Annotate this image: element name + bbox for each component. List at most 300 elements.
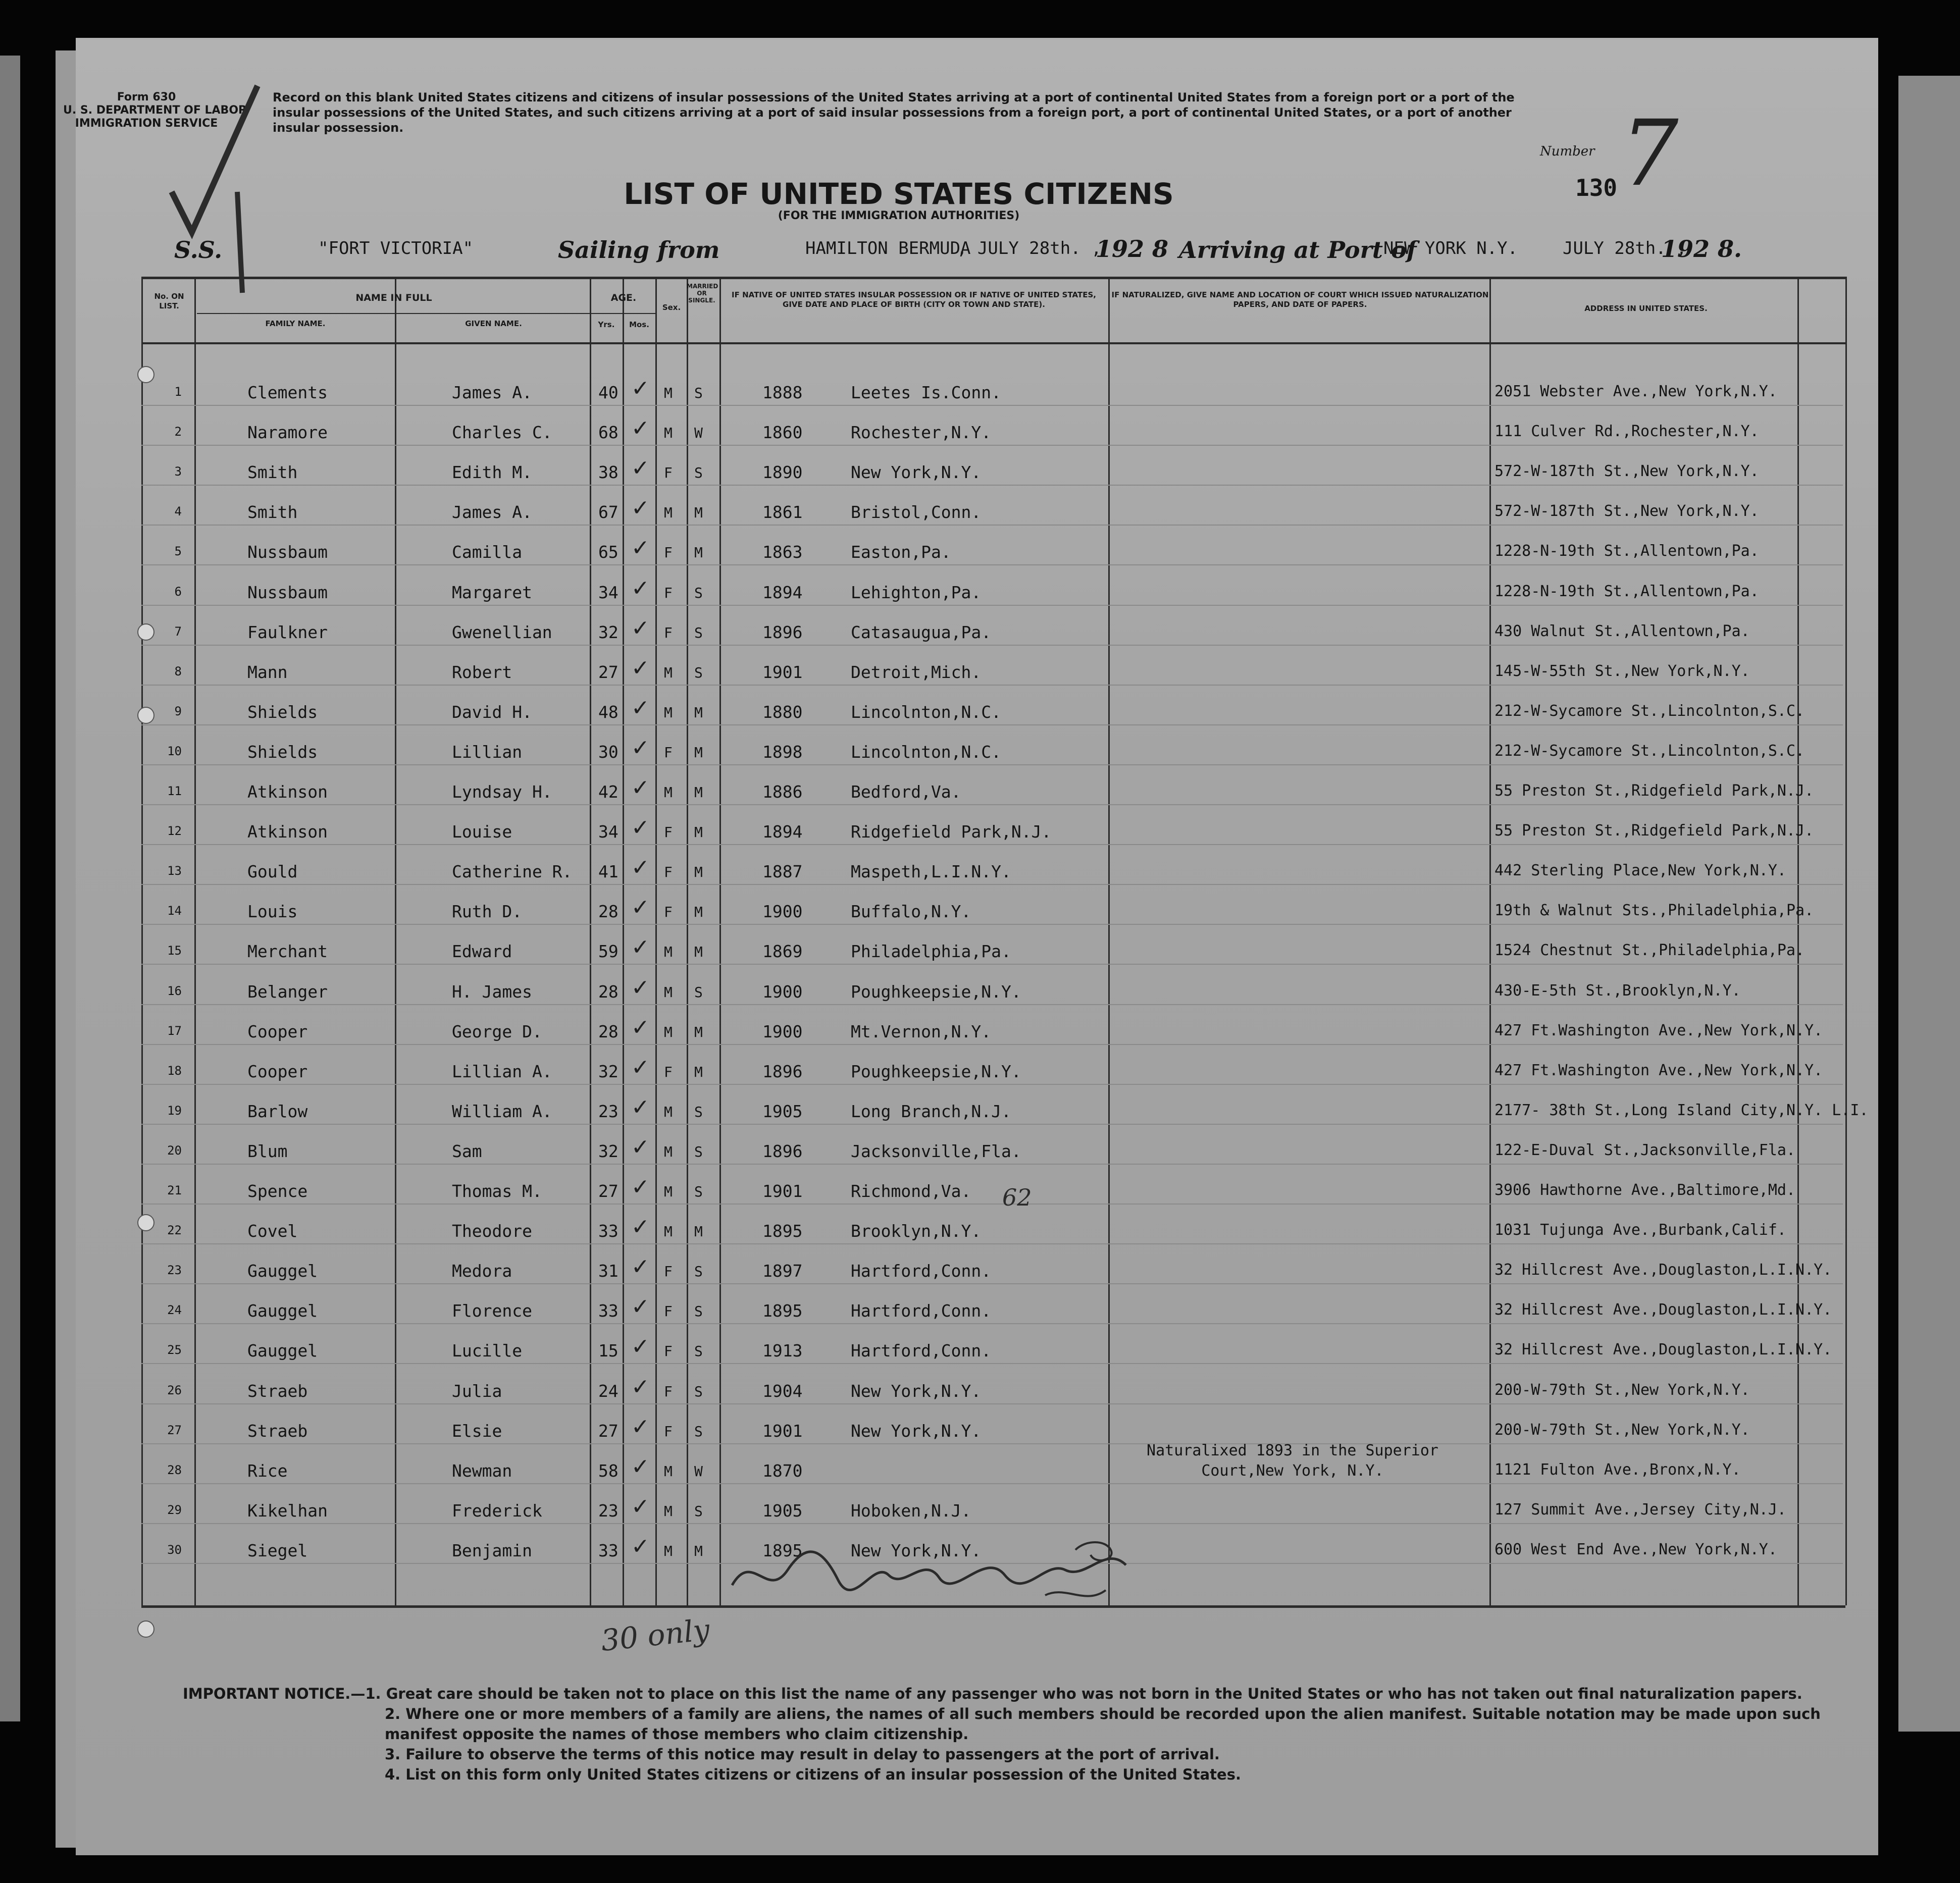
sex: F	[664, 744, 673, 761]
sex: F	[664, 824, 673, 841]
birth-year: 1886	[762, 782, 803, 802]
given-name: Ruth D.	[452, 902, 523, 922]
given-name: Camilla	[452, 542, 523, 562]
row-divider	[141, 764, 1843, 765]
birth-year: 1887	[762, 862, 803, 882]
birth-year: 1890	[762, 462, 803, 483]
age-years: 27	[598, 1181, 618, 1201]
header-bottom-border	[141, 342, 1845, 344]
birth-place: Lincolnton,N.C.	[851, 702, 1002, 722]
sex: M	[664, 784, 673, 801]
sex: F	[664, 584, 673, 601]
address: 122-E-Duval St.,Jacksonville,Fla.	[1494, 1141, 1796, 1159]
given-name: Medora	[452, 1261, 512, 1281]
marital-status: S	[694, 584, 703, 601]
family-name: Nussbaum	[247, 542, 328, 562]
row-number: 24	[167, 1303, 182, 1318]
row-number: 20	[167, 1143, 182, 1158]
given-name: George D.	[452, 1021, 542, 1041]
birth-year: 1896	[762, 1141, 803, 1161]
age-years: 23	[598, 1500, 618, 1521]
family-name: Covel	[247, 1221, 298, 1241]
given-name: Lyndsay H.	[452, 782, 552, 802]
family-name: Straeb	[247, 1381, 308, 1401]
birth-year: 1905	[762, 1101, 803, 1121]
age-years: 27	[598, 1421, 618, 1441]
tick-mark: ✓	[631, 1014, 650, 1040]
birth-place: Philadelphia,Pa.	[851, 942, 1011, 962]
tick-mark: ✓	[631, 855, 650, 881]
arrival-year: 192 8.	[1661, 235, 1742, 263]
row-divider	[141, 884, 1843, 885]
birth-place: Poughkeepsie,N.Y.	[851, 981, 1021, 1002]
address: 1228-N-19th St.,Allentown,Pa.	[1494, 542, 1759, 560]
tick-mark: ✓	[631, 1414, 650, 1440]
row-number: 28	[167, 1462, 182, 1477]
row-divider	[141, 1164, 1843, 1165]
marital-status: S	[694, 464, 703, 482]
tick-mark: ✓	[631, 974, 650, 1001]
age-years: 38	[598, 462, 618, 483]
row-number: 9	[174, 704, 182, 718]
birth-year: 1870	[762, 1460, 803, 1481]
column-rule	[655, 277, 657, 1605]
tick-mark: ✓	[631, 1493, 650, 1520]
header-address: ADDRESS IN UNITED STATES.	[1584, 304, 1708, 313]
marital-status: S	[694, 1343, 703, 1360]
number-label: Number	[1540, 144, 1595, 159]
given-name: Margaret	[452, 582, 532, 602]
row-divider	[141, 645, 1843, 646]
birth-year: 1896	[762, 622, 803, 642]
row-divider	[141, 405, 1843, 406]
marital-status: S	[694, 1502, 703, 1520]
given-name: James A.	[452, 383, 532, 402]
tick-mark: ✓	[631, 495, 650, 521]
family-name: Naramore	[247, 423, 328, 443]
tick-mark: ✓	[631, 1294, 650, 1320]
marital-status: S	[694, 664, 703, 681]
marital-status: W	[694, 1462, 703, 1480]
age-years: 31	[598, 1261, 618, 1281]
marital-status: S	[694, 1423, 703, 1440]
birth-year: 1896	[762, 1061, 803, 1081]
birth-year: 1888	[762, 383, 803, 402]
sex: M	[664, 504, 673, 521]
sex: M	[664, 1462, 673, 1480]
age-years: 68	[598, 423, 618, 443]
row-divider	[141, 1204, 1843, 1205]
list-number: 7	[1621, 101, 1679, 206]
row-divider	[141, 1483, 1843, 1484]
header-given-name: GIVEN NAME.	[465, 319, 522, 328]
binder-hole	[137, 1620, 154, 1638]
birth-place: Hoboken,N.J.	[851, 1500, 971, 1521]
marital-status: M	[694, 904, 703, 921]
address: 1121 Fulton Ave.,Bronx,N.Y.	[1494, 1460, 1741, 1479]
family-name: Gauggel	[247, 1261, 318, 1281]
birth-year: 1880	[762, 702, 803, 722]
birth-year: 1895	[762, 1540, 803, 1560]
given-name: Benjamin	[452, 1540, 532, 1560]
age-years: 59	[598, 942, 618, 962]
row-number: 12	[167, 824, 182, 839]
row-number: 17	[167, 1023, 182, 1038]
family-name: Smith	[247, 462, 298, 483]
sex: F	[664, 464, 673, 482]
tick-mark: ✓	[631, 1533, 650, 1559]
address: 427 Ft.Washington Ave.,New York,N.Y.	[1494, 1021, 1823, 1039]
address: 32 Hillcrest Ave.,Douglaston,L.I.N.Y.	[1494, 1261, 1832, 1279]
birth-year: 1905	[762, 1500, 803, 1521]
page-number: 130	[1575, 174, 1618, 201]
row-number: 29	[167, 1502, 182, 1517]
age-years: 42	[598, 782, 618, 802]
tick-mark: ✓	[631, 376, 650, 401]
birth-year: 1895	[762, 1301, 803, 1321]
marital-status: S	[694, 1143, 703, 1160]
age-years: 33	[598, 1221, 618, 1241]
row-divider	[141, 844, 1843, 845]
adjacent-page-right	[1898, 76, 1960, 1732]
header-years: Yrs.	[598, 320, 615, 329]
birth-year: 1869	[762, 942, 803, 962]
row-number: 19	[167, 1103, 182, 1118]
birth-year: 1900	[762, 1021, 803, 1041]
adjacent-page-left	[0, 56, 20, 1721]
marital-status: S	[694, 1383, 703, 1400]
tick-mark: ✓	[631, 615, 650, 641]
row-divider	[141, 1004, 1843, 1005]
marital-status: M	[694, 504, 703, 521]
notice-item-3: 3. Failure to observe the terms of this notice may result in delay to passengers at the port of arrival.	[385, 1746, 1220, 1763]
birth-year: 1860	[762, 423, 803, 443]
birth-year: 1894	[762, 582, 803, 602]
row-number: 21	[167, 1183, 182, 1197]
tick-mark: ✓	[631, 735, 650, 761]
arrival-date: JULY 28th. ,	[1563, 238, 1687, 258]
departure-port: HAMILTON BERMUDA	[805, 238, 971, 258]
given-name: Edith M.	[452, 462, 532, 483]
row-divider	[141, 1044, 1843, 1045]
sex: F	[664, 1423, 673, 1440]
sex: M	[664, 944, 673, 961]
form-number: Form 630	[117, 91, 176, 103]
service-name: IMMIGRATION SERVICE	[75, 117, 218, 130]
age-years: 40	[598, 383, 618, 402]
marital-status: M	[694, 544, 703, 561]
birth-year: 1897	[762, 1261, 803, 1281]
address: 32 Hillcrest Ave.,Douglaston,L.I.N.Y.	[1494, 1341, 1832, 1359]
sex: F	[664, 1063, 673, 1080]
row-divider	[141, 605, 1843, 606]
row-number: 6	[174, 584, 182, 599]
sex: F	[664, 1263, 673, 1280]
address: 427 Ft.Washington Ave.,New York,N.Y.	[1494, 1061, 1823, 1079]
marital-status: M	[694, 784, 703, 801]
name-subheader-line	[197, 313, 656, 314]
birth-place: Catasaugua,Pa.	[851, 622, 992, 642]
age-years: 23	[598, 1101, 618, 1121]
row-number: 10	[167, 744, 182, 758]
given-name: Elsie	[452, 1421, 502, 1441]
sex: M	[664, 1502, 673, 1520]
age-years: 67	[598, 502, 618, 522]
marital-status: S	[694, 983, 703, 1001]
address: 430 Walnut St.,Allentown,Pa.	[1494, 622, 1750, 640]
sex: F	[664, 904, 673, 921]
family-name: Cooper	[247, 1021, 308, 1041]
birth-place: Richmond,Va.	[851, 1181, 971, 1201]
sex: M	[664, 1143, 673, 1160]
row-divider	[141, 804, 1843, 805]
column-rule	[1797, 277, 1799, 1605]
birth-year: 1901	[762, 1181, 803, 1201]
given-name: Thomas M.	[452, 1181, 542, 1201]
age-years: 15	[598, 1341, 618, 1361]
row-divider	[141, 685, 1843, 686]
notice-item-4: 4. List on this form only United States citizens or citizens of an insular possession of the United States.	[385, 1766, 1241, 1783]
row-divider	[141, 964, 1843, 965]
sex: F	[664, 1383, 673, 1400]
address: 127 Summit Ave.,Jersey City,N.J.	[1494, 1500, 1786, 1519]
sex: M	[664, 1023, 673, 1040]
marital-status: S	[694, 1103, 703, 1120]
given-name: James A.	[452, 502, 532, 522]
address: 145-W-55th St.,New York,N.Y.	[1494, 662, 1750, 680]
marital-status: M	[694, 944, 703, 961]
given-name: Louise	[452, 822, 512, 842]
marital-status: S	[694, 1183, 703, 1200]
age-years: 32	[598, 1061, 618, 1081]
given-name: William A.	[452, 1101, 552, 1121]
family-name: Gould	[247, 862, 298, 882]
header-naturalized: IF NATURALIZED, GIVE NAME AND LOCATION OF COURT WHICH ISSUED NATURALIZATION PAPERS, AND DATE OF PAPERS.	[1111, 290, 1489, 309]
table-top-border	[141, 277, 1845, 279]
birth-year: 1900	[762, 981, 803, 1002]
marital-status: M	[694, 1542, 703, 1559]
age-years: 58	[598, 1460, 618, 1481]
row-number: 15	[167, 944, 182, 958]
tick-mark: ✓	[631, 1214, 650, 1240]
sailing-from-label: Sailing from	[558, 236, 720, 264]
sex: M	[664, 1183, 673, 1200]
sex: M	[664, 1103, 673, 1120]
row-number: 26	[167, 1383, 182, 1397]
birth-place: Leetes Is.Conn.	[851, 383, 1002, 402]
notice-lead: IMPORTANT NOTICE.	[183, 1685, 351, 1702]
row-divider	[141, 1124, 1843, 1125]
family-name: Merchant	[247, 942, 328, 962]
address: 2051 Webster Ave.,New York,N.Y.	[1494, 383, 1777, 400]
tick-mark: ✓	[631, 1054, 650, 1080]
handwritten-stamp-number: 62	[1002, 1184, 1032, 1211]
address: 430-E-5th St.,Brooklyn,N.Y.	[1494, 981, 1741, 1000]
family-name: Blum	[247, 1141, 288, 1161]
sex: M	[664, 983, 673, 1001]
sex: M	[664, 704, 673, 721]
address: 1031 Tujunga Ave.,Burbank,Calif.	[1494, 1221, 1786, 1239]
family-name: Rice	[247, 1460, 288, 1481]
column-rule	[194, 277, 196, 1605]
marital-status: M	[694, 1223, 703, 1240]
birth-year: 1863	[762, 542, 803, 562]
sex: M	[664, 385, 673, 401]
birth-place: Bristol,Conn.	[851, 502, 982, 522]
row-number: 7	[174, 624, 182, 639]
given-name: Charles C.	[452, 423, 552, 443]
birth-year: 1913	[762, 1341, 803, 1361]
marital-status: M	[694, 824, 703, 841]
marital-status: M	[694, 1023, 703, 1040]
address: 600 West End Ave.,New York,N.Y.	[1494, 1540, 1777, 1558]
birth-year: 1894	[762, 822, 803, 842]
marital-status: M	[694, 704, 703, 721]
sex: M	[664, 1542, 673, 1559]
page-subtitle: (FOR THE IMMIGRATION AUTHORITIES)	[778, 210, 1020, 222]
age-years: 41	[598, 862, 618, 882]
given-name: David H.	[452, 702, 532, 722]
header-married: MARRIED OR SINGLE.	[687, 283, 718, 304]
column-rule	[141, 277, 143, 1605]
row-number: 27	[167, 1423, 182, 1437]
family-name: Atkinson	[247, 822, 328, 842]
address: 2177- 38th St.,Long Island City,N.Y. L.I.	[1494, 1101, 1869, 1119]
birth-year: 1898	[762, 742, 803, 762]
row-divider	[141, 1084, 1843, 1085]
row-number: 1	[174, 385, 182, 399]
sex: F	[664, 624, 673, 641]
given-name: Gwenellian	[452, 622, 552, 642]
row-number: 3	[174, 464, 182, 479]
handwritten-closing-note: 30 only	[599, 1612, 711, 1658]
row-number: 5	[174, 544, 182, 559]
address: 200-W-79th St.,New York,N.Y.	[1494, 1381, 1750, 1399]
department-name: U. S. DEPARTMENT OF LABOR	[63, 104, 247, 117]
marital-status: S	[694, 1303, 703, 1320]
address: 212-W-Sycamore St.,Lincolnton,S.C.	[1494, 742, 1805, 760]
header-birth: IF NATIVE OF UNITED STATES INSULAR POSSESSION OR IF NATIVE OF UNITED STATES, GIVE DATE AND PLACE OF BIRTH (CITY OR TOWN AND STATE).	[732, 290, 1096, 309]
birth-year: 1861	[762, 502, 803, 522]
age-years: 33	[598, 1301, 618, 1321]
row-number: 14	[167, 904, 182, 918]
naturalization-note: Naturalixed 1893 in the Superior Court,New York, N.Y.	[1147, 1441, 1438, 1480]
age-years: 28	[598, 1021, 618, 1041]
birth-place: New York,N.Y.	[851, 1381, 982, 1401]
birth-place: Brooklyn,N.Y.	[851, 1221, 982, 1241]
arriving-label: Arriving at Port of	[1179, 236, 1417, 264]
age-years: 34	[598, 822, 618, 842]
given-name: Lillian A.	[452, 1061, 552, 1081]
given-name: Florence	[452, 1301, 532, 1321]
departure-date: , JULY 28th. ,	[957, 238, 1102, 258]
row-divider	[141, 564, 1843, 565]
family-name: Faulkner	[247, 622, 328, 642]
column-rule	[719, 277, 721, 1605]
row-divider	[141, 1443, 1843, 1444]
row-divider	[141, 1523, 1843, 1524]
notice-item-1: —1. Great care should be taken not to place on this list the name of any passenger who was not born in the United States or who has not taken out final naturalization papers.	[350, 1685, 1802, 1702]
family-name: Spence	[247, 1181, 308, 1201]
column-rule	[623, 277, 624, 1605]
row-divider	[141, 445, 1843, 446]
row-number: 16	[167, 983, 182, 998]
header-sex: Sex.	[662, 303, 681, 312]
family-name: Shields	[247, 742, 318, 762]
tick-mark: ✓	[631, 1134, 650, 1160]
binder-hole	[137, 707, 154, 724]
family-name: Belanger	[247, 981, 328, 1002]
column-rule	[395, 277, 396, 1605]
age-years: 30	[598, 742, 618, 762]
given-name: Edward	[452, 942, 512, 962]
header-months: Mos.	[629, 320, 649, 329]
column-rule	[1845, 277, 1847, 1605]
tick-mark: ✓	[631, 895, 650, 921]
tick-mark: ✓	[631, 695, 650, 721]
birth-place: New York,N.Y.	[851, 1421, 982, 1441]
row-divider	[141, 1363, 1843, 1364]
family-name: Straeb	[247, 1421, 308, 1441]
marital-status: S	[694, 385, 703, 401]
address: 55 Preston St.,Ridgefield Park,N.J.	[1494, 782, 1814, 800]
family-name: Mann	[247, 662, 288, 682]
marital-status: S	[694, 624, 703, 641]
sex: F	[664, 1343, 673, 1360]
row-number: 22	[167, 1223, 182, 1238]
given-name: Robert	[452, 662, 512, 682]
family-name: Kikelhan	[247, 1500, 328, 1521]
marital-status: M	[694, 744, 703, 761]
family-name: Gauggel	[247, 1301, 318, 1321]
birth-place: Jacksonville,Fla.	[851, 1141, 1021, 1161]
column-rule	[1489, 277, 1491, 1605]
row-number: 25	[167, 1343, 182, 1357]
address: 1228-N-19th St.,Allentown,Pa.	[1494, 582, 1759, 600]
sex: F	[664, 864, 673, 881]
birth-place: New York,N.Y.	[851, 462, 982, 483]
age-years: 65	[598, 542, 618, 562]
sex: F	[664, 1303, 673, 1320]
birth-place: Poughkeepsie,N.Y.	[851, 1061, 1021, 1081]
row-number: 30	[167, 1542, 182, 1557]
given-name: Lillian	[452, 742, 523, 762]
row-divider	[141, 724, 1843, 725]
given-name: Frederick	[452, 1500, 542, 1521]
tick-mark: ✓	[631, 655, 650, 681]
page-title: LIST OF UNITED STATES CITIZENS	[624, 177, 1174, 211]
address: 111 Culver Rd.,Rochester,N.Y.	[1494, 423, 1759, 441]
row-divider	[141, 525, 1843, 526]
given-name: Julia	[452, 1381, 502, 1401]
row-number: 18	[167, 1063, 182, 1078]
tick-mark: ✓	[631, 775, 650, 801]
sex: M	[664, 1223, 673, 1240]
birth-place: Lehighton,Pa.	[851, 582, 982, 602]
column-rule	[590, 277, 591, 1605]
family-name: Cooper	[247, 1061, 308, 1081]
tick-mark: ✓	[631, 575, 650, 601]
address: 55 Preston St.,Ridgefield Park,N.J.	[1494, 822, 1814, 840]
birth-place: Buffalo,N.Y.	[851, 902, 971, 922]
column-rule	[687, 277, 688, 1605]
family-name: Barlow	[247, 1101, 308, 1121]
header-list-number: No. ON LIST.	[154, 292, 184, 310]
column-rule	[1108, 277, 1110, 1605]
binder-hole	[137, 1214, 154, 1231]
birth-place: Bedford,Va.	[851, 782, 961, 802]
birth-year: 1904	[762, 1381, 803, 1401]
